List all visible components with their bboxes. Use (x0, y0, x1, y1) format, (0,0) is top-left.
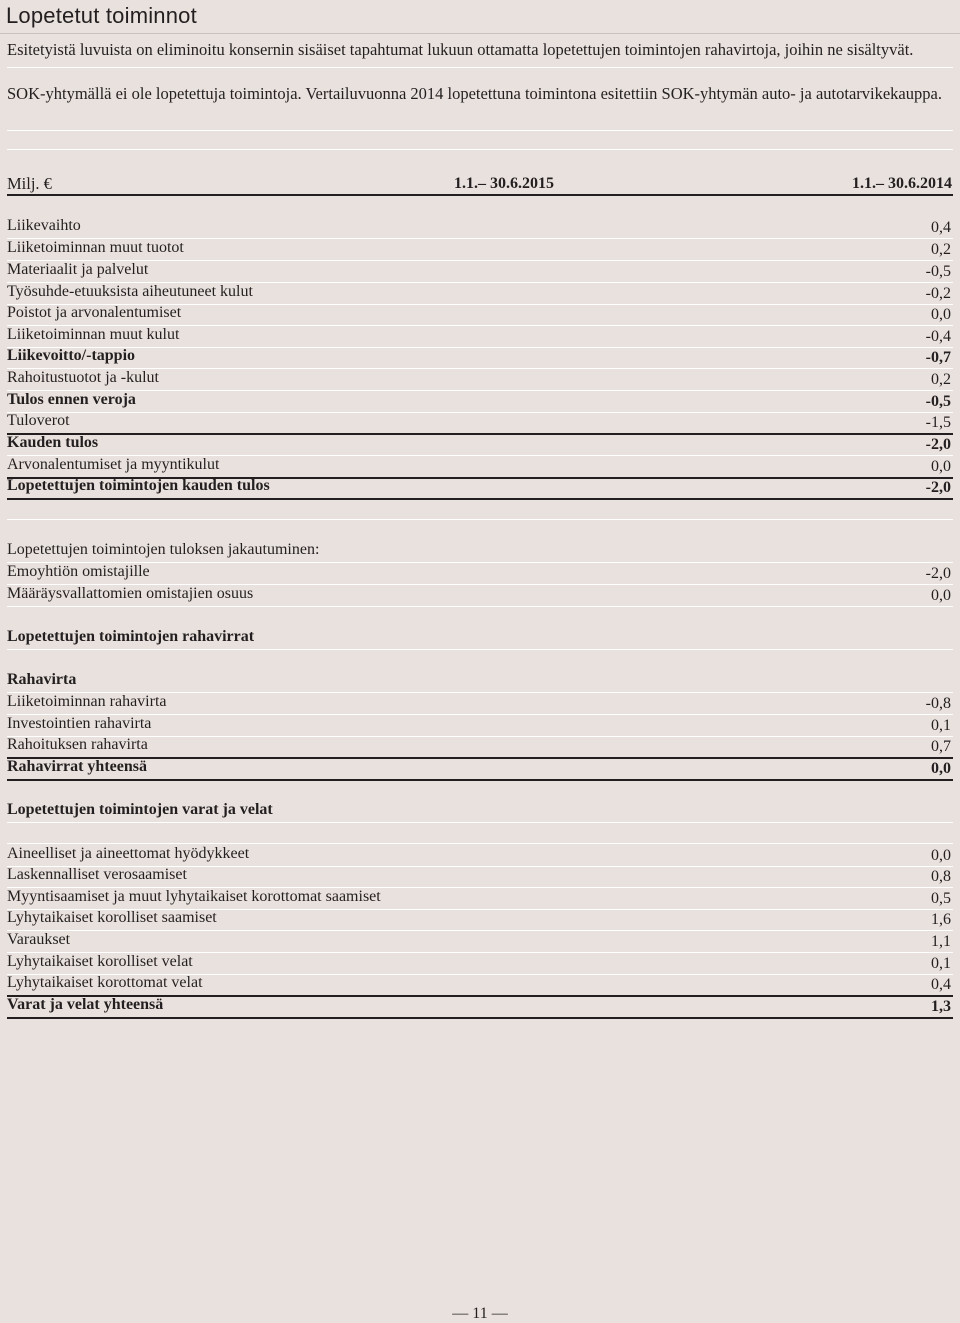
column-header-2014: 1.1.– 30.6.2014 (852, 175, 952, 192)
row-label: Liikevoitto/-tappio (7, 347, 136, 364)
cashflow-row-yhteensa (7, 757, 953, 781)
income-row-materiaalit (7, 260, 953, 283)
row-value: -2,0 (925, 479, 951, 496)
row-value: -1,5 (925, 414, 951, 431)
row-value: 0,1 (931, 717, 951, 734)
row-label: Liiketoiminnan muut tuotot (7, 239, 184, 256)
allocation-row-maaraysvallattomat (7, 584, 953, 607)
row-value: 0,2 (931, 241, 951, 258)
section-title: Lopetettujen toimintojen varat ja velat (7, 801, 273, 818)
row-value: 0,0 (931, 306, 951, 323)
row-label: Arvonalentumiset ja myyntikulut (7, 456, 220, 473)
row-value: 1,3 (931, 998, 951, 1015)
column-header-2015: 1.1.– 30.6.2015 (454, 175, 554, 192)
assets-row-korottomat-velat (7, 973, 953, 997)
row-value: 0,0 (931, 847, 951, 864)
cashflow-row-investoinnit (7, 714, 953, 737)
row-label: Tuloverot (7, 412, 70, 429)
assets-section-title (7, 800, 953, 823)
assets-row-yhteensa (7, 995, 953, 1019)
page-number: — 11 — (452, 1305, 508, 1322)
row-label: Työsuhde-etuuksista aiheutuneet kulut (7, 283, 253, 300)
income-row-rahoitus (7, 368, 953, 391)
header-rule (7, 194, 953, 196)
row-value: -0,5 (925, 393, 951, 410)
row-label: Emoyhtiön omistajille (7, 563, 150, 580)
cashflow-row-rahoitus (7, 735, 953, 759)
intro-paragraph-1: Esitetyistä luvuista on eliminoitu konsernin sisäiset tapahtumat lukuun ottamatta lopetettujen toimintojen rahavirtoja, joihin ne sisältyvät. (7, 40, 914, 59)
income-row-liikevaihto (7, 216, 953, 239)
row-label: Määräysvallattomien omistajien osuus (7, 585, 254, 602)
income-row-tulos-ennen-veroja (7, 390, 953, 413)
divider (7, 149, 953, 150)
row-value: 0,5 (931, 890, 951, 907)
row-label: Liiketoiminnan muut kulut (7, 326, 180, 343)
row-label: Liikevaihto (7, 217, 81, 234)
income-row-tuloverot (7, 411, 953, 435)
assets-row-hyodykkeet (7, 844, 953, 867)
divider (7, 130, 953, 131)
assets-row-korolliset-saamiset (7, 908, 953, 931)
section-heading: Lopetettujen toimintojen tuloksen jakautuminen: (7, 541, 320, 558)
row-value: 0,4 (931, 219, 951, 236)
section-subheading: Rahavirta (7, 671, 77, 688)
row-label: Tulos ennen veroja (7, 391, 136, 408)
row-value: 1,6 (931, 911, 951, 928)
row-value: -0,4 (925, 328, 951, 345)
row-value: -0,8 (925, 695, 951, 712)
row-label: Kauden tulos (7, 434, 99, 451)
cashflow-subheading (7, 670, 953, 693)
row-label: Poistot ja arvonalentumiset (7, 304, 182, 321)
cashflow-section-title (7, 627, 953, 650)
row-label: Materiaalit ja palvelut (7, 261, 149, 278)
intro-paragraph-2: SOK-yhtymällä ei ole lopetettuja toimintoja. Vertailuvuonna 2014 lopetettuna toimintona esitettiin SOK-yhtymän auto- ja autotarvikekauppa. (7, 84, 942, 103)
row-value: 0,0 (931, 760, 951, 777)
cashflow-row-liiketoiminta (7, 692, 953, 715)
section-title: Lopetettujen toimintojen rahavirrat (7, 628, 255, 645)
income-row-liikevoitto (7, 346, 953, 369)
row-value: 0,8 (931, 868, 951, 885)
title-bar (0, 0, 960, 34)
page-title: Lopetetut toiminnot (6, 3, 197, 28)
row-label: Rahavirrat yhteensä (7, 758, 147, 775)
unit-label: Milj. € (7, 174, 52, 193)
divider (7, 519, 953, 520)
allocation-row-emoyhtio (7, 562, 953, 585)
row-value: -2,0 (925, 436, 951, 453)
row-label: Aineelliset ja aineettomat hyödykkeet (7, 845, 250, 862)
income-row-muut-tuotot (7, 238, 953, 261)
row-label: Laskennalliset verosaamiset (7, 866, 187, 883)
row-label: Lyhytaikaiset korolliset saamiset (7, 909, 217, 926)
divider (7, 67, 953, 68)
row-label: Lyhytaikaiset korolliset velat (7, 953, 193, 970)
income-row-muut-kulut (7, 325, 953, 348)
row-label: Rahoitustuotot ja -kulut (7, 369, 159, 386)
row-label: Varaukset (7, 931, 71, 948)
income-row-lopetettujen-kauden-tulos (7, 476, 953, 500)
row-value: 0,7 (931, 738, 951, 755)
row-value: 0,0 (931, 458, 951, 475)
assets-row-varaukset (7, 930, 953, 953)
row-label: Varat ja velat yhteensä (7, 996, 164, 1013)
row-value: -0,7 (925, 349, 951, 366)
assets-row-verosaamiset (7, 865, 953, 888)
row-value: 0,0 (931, 587, 951, 604)
assets-row-myyntisaamiset (7, 887, 953, 910)
row-label: Liiketoiminnan rahavirta (7, 693, 167, 710)
row-label: Rahoituksen rahavirta (7, 736, 148, 753)
allocation-heading (7, 540, 953, 563)
income-row-poistot (7, 303, 953, 326)
row-value: -0,2 (925, 285, 951, 302)
income-row-kauden-tulos (7, 433, 953, 456)
row-value: 0,4 (931, 976, 951, 993)
row-value: -0,5 (925, 263, 951, 280)
row-label: Myyntisaamiset ja muut lyhytaikaiset korottomat saamiset (7, 888, 381, 905)
row-label: Lopetettujen toimintojen kauden tulos (7, 477, 270, 494)
assets-row-korolliset-velat (7, 952, 953, 975)
row-label: Lyhytaikaiset korottomat velat (7, 974, 203, 991)
row-value: 0,1 (931, 955, 951, 972)
row-value: 1,1 (931, 933, 951, 950)
row-value: -2,0 (925, 565, 951, 582)
row-label: Investointien rahavirta (7, 715, 152, 732)
income-row-tyosuhde (7, 282, 953, 305)
row-value: 0,2 (931, 371, 951, 388)
